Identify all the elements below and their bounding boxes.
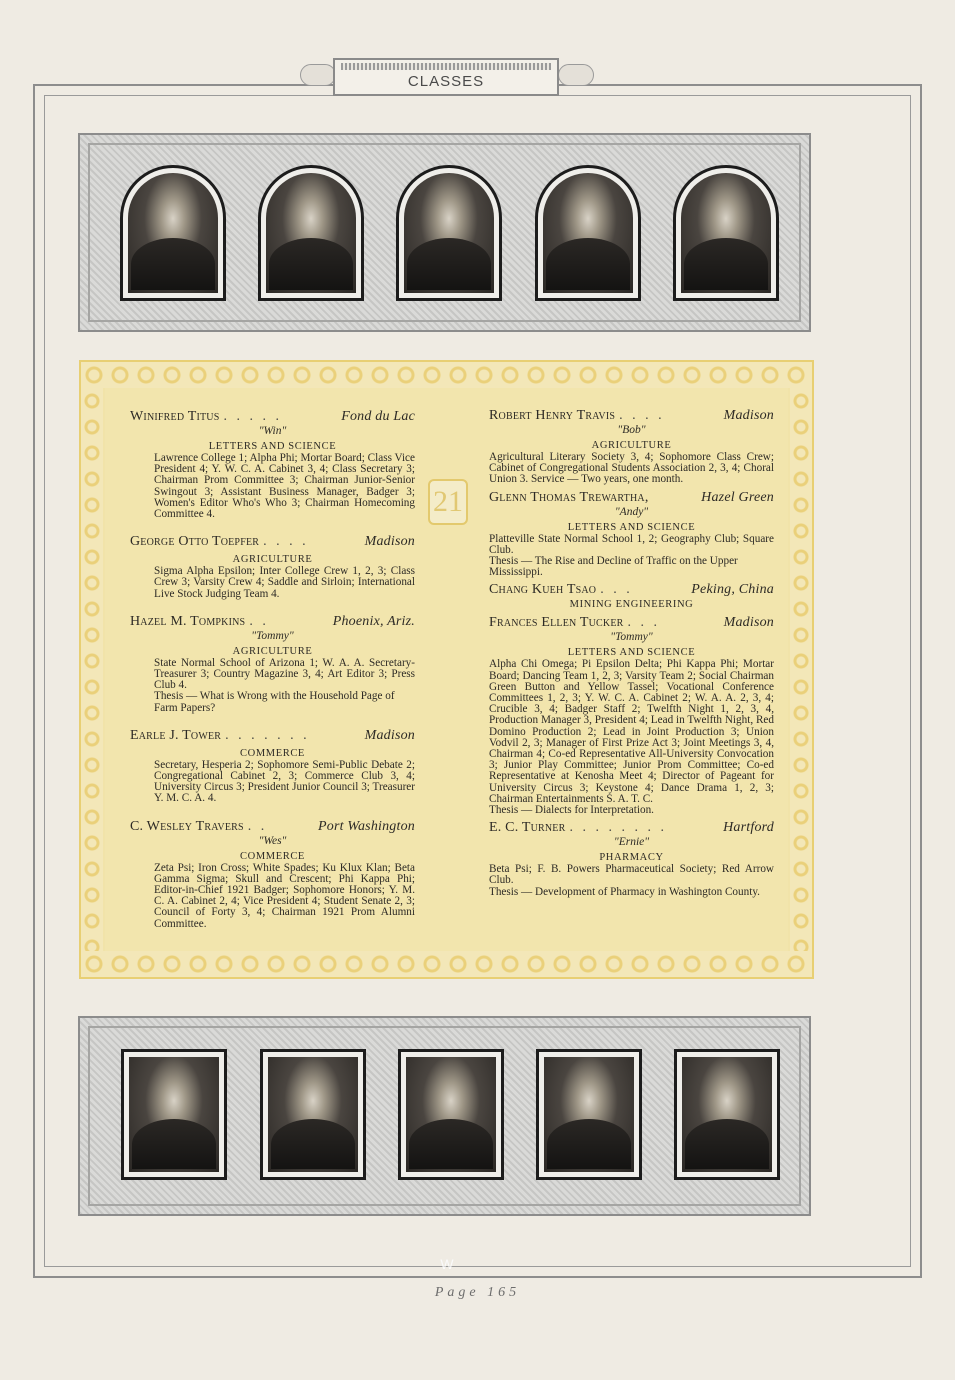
bio-entry <box>130 534 415 600</box>
header-scroll-ornament-right <box>558 64 594 86</box>
college: PHARMACY <box>599 852 664 864</box>
nickname: "Win" <box>258 425 287 437</box>
page-number: Page 165 <box>434 1285 521 1300</box>
leader-dots: . . <box>249 613 269 629</box>
portrait-glenn-thomas-trewartha <box>673 165 779 301</box>
thesis: Thesis — Development of Pharmacy in Washington County. <box>489 885 760 898</box>
activity-record: Secretary, Hesperia 2; Sophomore Semi-Public Debate 2; Congregational Cabinet 2, 3; Commerce Club 3, 4; University Circus 3; President Junior Council 3; Treasurer Y. M. C. A. 4. <box>154 758 415 805</box>
nickname: "Bob" <box>617 424 646 436</box>
student-name: Robert Henry Travis <box>489 408 616 423</box>
bio-entry <box>489 615 774 816</box>
page-title: CLASSES <box>407 73 485 90</box>
student-name: Earle J. Tower <box>130 727 222 743</box>
college: AGRICULTURE <box>232 645 313 657</box>
portrait-chang-kueh-tsao <box>398 1049 504 1180</box>
leader-dots: . . . . . <box>223 409 282 424</box>
student-name: Winifred Titus <box>130 409 220 424</box>
activity-record: Alpha Chi Omega; Pi Epsilon Delta; Phi Kappa Phi; Mortar Board; Dancing Team 1, 2, 3; Varsity Team 2; Social Chairman Green Button and Yellow Tassel; Vocational Conference Committees 1, 2, 3; Y. W. C. A. Cabinet 2; W. A. A. 2, 3, 4; Crucible 3, 4; Badger Staff 2; Twelfth Night 1, 2, 3, 4, Production Manager 3, President 4; Lead in Twelfth Night, Red Domino Production 2; Lead in Joint Production 3; Union Vodvil 2, 3; Manager of First Prize Act 3; Joint Meetings 3, 4, Chairman 4; Co-ed Representative All-University Convocation 3; Junior Play Committee; Junior Prom Committee; Co-ed Representative at Kenosha Meet 4; Director of Pageant for University Circus 3; Keystone 4; Dance Drama 1, 2, 3; Chairman Entertainments S. A. T. C. <box>489 658 774 805</box>
hometown: Peking, China <box>691 582 774 598</box>
student-name: E. C. Turner <box>489 820 566 836</box>
leader-dots: . . . . . . . <box>225 727 310 743</box>
portrait-e-c-turner <box>674 1049 780 1180</box>
bio-entry <box>489 490 774 579</box>
leader-dots: . . . <box>627 615 661 631</box>
college: MINING ENGINEERING <box>569 599 694 611</box>
portrait-hazel-m-tompkins <box>396 165 502 301</box>
top-portrait-band <box>78 133 811 332</box>
bio-entry <box>489 820 774 898</box>
leader-dots: . . . . <box>263 534 309 550</box>
bio-entry <box>130 409 415 520</box>
portrait-c-wesley-travers <box>260 1049 366 1180</box>
right-biography-column <box>489 408 774 908</box>
hometown: Madison <box>723 408 774 423</box>
bottom-portrait-band <box>78 1016 811 1216</box>
hometown: Hartford <box>723 820 774 836</box>
header-box <box>333 58 559 96</box>
student-name: George Otto Toepfer <box>130 534 260 550</box>
class-year-badge: 21 <box>428 479 468 525</box>
left-biography-column <box>130 409 415 940</box>
activity-record: Agricultural Literary Society 3, 4; Sophomore Class Crew; Cabinet of Congregational Students Association 2, 3, 4; Choral Union 3. Service — Two years, one month. <box>489 451 774 486</box>
hometown: Madison <box>364 534 415 550</box>
activity-record: Sigma Alpha Epsilon; Inter College Crew 1, 2, 3; Class Crew 3; Varsity Crew 4; Saddle and Sirloin; International Live Stock Judging Team 4. <box>154 565 415 600</box>
scroll-border-bottom <box>81 951 812 977</box>
student-name: Glenn Thomas Trewartha, <box>489 489 649 505</box>
header-ornament <box>341 63 551 70</box>
bio-entry <box>489 408 774 486</box>
hometown: Phoenix, Ariz. <box>332 613 415 629</box>
college: LETTERS AND SCIENCE <box>567 647 696 659</box>
activity-record: Platteville State Normal School 1, 2; Geography Club; Square Club. <box>489 532 774 556</box>
college: COMMERCE <box>240 850 305 862</box>
student-name: Frances Ellen Tucker <box>489 615 624 631</box>
college: LETTERS AND SCIENCE <box>208 441 337 452</box>
leader-dots: . . . <box>600 582 633 598</box>
college: AGRICULTURE <box>591 440 672 451</box>
frame-monogram: W <box>440 1256 454 1272</box>
hometown: Hazel Green <box>701 489 774 505</box>
bio-entry <box>130 819 415 930</box>
college: AGRICULTURE <box>232 554 313 566</box>
nickname: "Tommy" <box>610 631 653 644</box>
nickname: "Andy" <box>614 505 649 518</box>
hometown: Madison <box>364 727 415 743</box>
portrait-earle-j-tower <box>121 1049 227 1180</box>
leader-dots: . . <box>247 818 268 834</box>
portrait-winifred-titus <box>120 165 226 301</box>
nickname: "Wes" <box>258 834 287 847</box>
hometown: Port Washington <box>318 818 415 834</box>
portrait-frances-ellen-tucker <box>536 1049 642 1180</box>
bio-entry <box>489 582 774 611</box>
college: COMMERCE <box>240 747 305 759</box>
portrait-robert-henry-travis <box>535 165 641 301</box>
thesis: Thesis — Dialects for Interpretation. <box>489 804 654 817</box>
bio-entry <box>130 728 415 805</box>
portrait-george-otto-toepfer <box>258 165 364 301</box>
student-name: Hazel M. Tompkins <box>130 613 246 629</box>
thesis: Thesis — The Rise and Decline of Traffic on the Upper Mississippi. <box>489 555 738 579</box>
hometown: Fond du Lac <box>341 409 415 424</box>
leader-dots: . . . . <box>619 408 665 423</box>
student-name: Chang Kueh Tsao <box>489 582 597 598</box>
leader-dots: . . . . . . . . <box>569 820 667 836</box>
thesis: Thesis — What is Wrong with the Household Page of Farm Papers? <box>154 690 395 714</box>
hometown: Madison <box>723 615 774 631</box>
college: LETTERS AND SCIENCE <box>567 521 696 533</box>
scroll-border-left <box>81 388 103 951</box>
header-scroll-ornament-left <box>300 64 336 86</box>
activity-record: State Normal School of Arizona 1; W. A. A. Secretary-Treasurer 3; Country Magazine 3, 4; Art Editor 3; Press Club 4. <box>154 656 415 692</box>
scroll-border-top <box>81 362 812 388</box>
scroll-border-right <box>790 388 812 951</box>
student-name: C. Wesley Travers <box>130 818 244 834</box>
nickname: "Ernie" <box>613 836 650 849</box>
nickname: "Tommy" <box>251 629 294 642</box>
bio-entry <box>130 614 415 714</box>
activity-record: Beta Psi; F. B. Powers Pharmaceutical Society; Red Arrow Club. <box>489 863 774 887</box>
activity-record: Zeta Psi; Iron Cross; White Spades; Ku Klux Klan; Beta Gamma Sigma; Skull and Crescent; Phi Kappa Phi; Editor-in-Chief 1921 Badger; Sophomore Honors; Y. M. C. A. Cabinet 2, 4; Vice President 4; Student Senate 2, 3; Council of Forty 3, 4; Chairman 1921 Prom Alumni Committee. <box>154 861 415 930</box>
activity-record: Lawrence College 1; Alpha Phi; Mortar Board; Class Vice President 4; Y. W. C. A. Cabinet 3, 4; Class Secretary 3; Chairman Prom Committee 3; Chairman Junior-Senior Swingout 3; Assistant Business Manager, Badger 3; Women's Editor Who's Who 3; Chairman Homecoming Committee 4. <box>154 452 415 521</box>
